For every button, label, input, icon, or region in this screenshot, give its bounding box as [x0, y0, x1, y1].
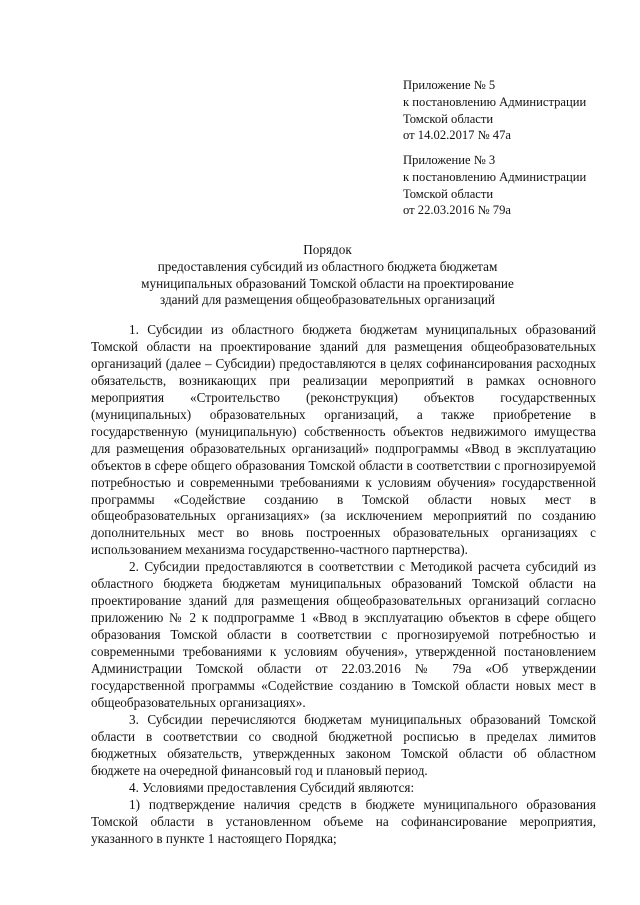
paragraph-1: 1. Субсидии из областного бюджета бюджетам муниципальных образований Томской области на проектирование зданий для размещения общеобразовательных организаций (далее – Субсидии) предоставляются в целях софинансирования расходных обязательств, возникающих при реализации мероприятий в рамках основного мероприятия «Строительство (реконструкция) объектов государственных (муниципальных) образовательных организаций, а также приобретение в государственную (муниципальную) собственность объектов недвижимого имущества для размещения образовательных организаций» подпрограммы «Ввод в эксплуатацию объектов в сфере общего образования Томской области в соответствии с прогнозируемой потребностью и современными требованиями к условиям обучения» государственной программы «Содействие созданию в Томской области новых мест в общеобразовательных организациях» (за исключением мероприятий по созданию дополнительных мест во вновь построенных образовательных организациях с использованием механизма государственно-частного партнерства).	[91, 322, 596, 558]
appendix-5-resolution: к постановлению Администрации	[403, 94, 587, 109]
appendix-3-resolution: к постановлению Администрации	[403, 169, 587, 184]
paragraph-3: 3. Субсидии перечисляются бюджетам муниципальных образований Томской области в соответствии со сводной бюджетной росписью в пределах лимитов бюджетных обязательств, утвержденных законом Томской области об областном бюджете на очередной финансовый год и плановый период.	[91, 711, 596, 778]
appendix-5-number: Приложение № 5	[403, 78, 496, 92]
appendix-5-date: от 14.02.2017 № 47а	[403, 128, 511, 143]
title-line-2: предоставления субсидий из областного бюджета бюджетам	[157, 258, 498, 274]
appendix-3-date: от 22.03.2016 № 79а	[403, 203, 511, 218]
appendix-3-region: Томской области	[403, 186, 494, 201]
document-body	[91, 322, 596, 848]
title-line-1: Порядок	[303, 242, 352, 257]
paragraph-2: 2. Субсидии предоставляются в соответствии с Методикой расчета субсидий из областного бюджета бюджетам муниципальных образований Томской области на проектирование зданий для размещения общеобразовательных организаций согласно приложению № 2 к подпрограмме 1 «Ввод в эксплуатацию объектов в сфере общего образования Томской области в соответствии с прогнозируемой потребностью и современными требованиями к условиям обучения», утвержденной постановлением Администрации Томской области от 22.03.2016 № 79а «Об утверждении государственной программы «Содействие созданию в Томской области новых мест в общеобразовательных организациях».	[91, 559, 596, 710]
appendix-3-header	[403, 152, 613, 219]
title-line-3: муниципальных образований Томской области на проектирование	[141, 275, 514, 291]
appendix-5-header	[403, 77, 613, 144]
appendix-5-region: Томской области	[403, 111, 494, 126]
title-line-4: зданий для размещения общеобразовательных организаций	[160, 292, 495, 308]
paragraph-4: 4. Условиями предоставления Субсидий являются:	[129, 779, 415, 795]
appendix-3-number: Приложение № 3	[403, 153, 496, 167]
document-title	[80, 242, 575, 309]
paragraph-4-item-1: 1) подтверждение наличия средств в бюджете муниципального образования Томской области в установленном объеме на софинансирование мероприятия, указанного в пункте 1 настоящего Порядка;	[91, 796, 596, 846]
